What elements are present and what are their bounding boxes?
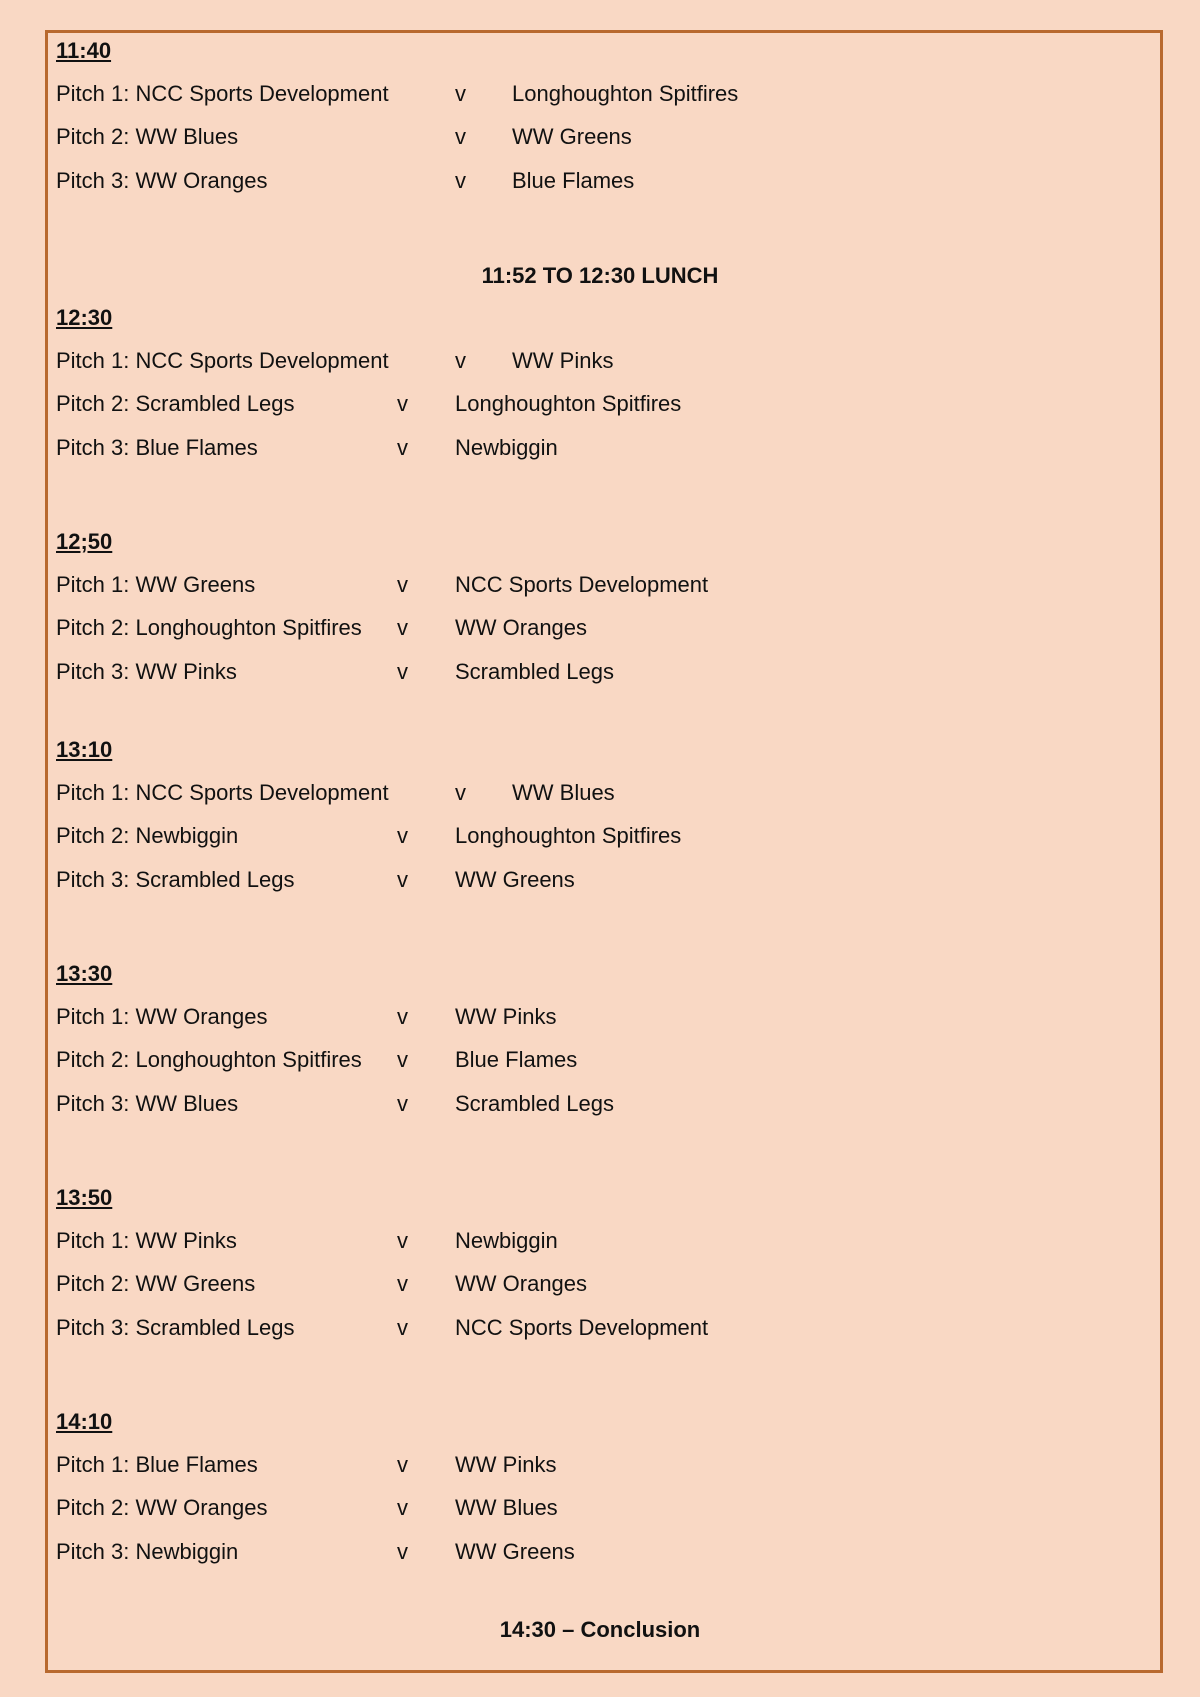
versus-label: v (397, 1090, 408, 1116)
match-pitch-team: Pitch 2: WW Blues (56, 124, 239, 150)
match-pitch-team: Pitch 2: Longhoughton Spitfires (56, 1047, 362, 1073)
match-opponent: NCC Sports Development (455, 572, 709, 598)
versus-label: v (397, 1495, 408, 1521)
versus-label: v (397, 1004, 408, 1030)
match-opponent: WW Pinks (455, 1452, 557, 1478)
versus-label: v (397, 866, 408, 892)
time-heading: 12:30 (56, 305, 113, 330)
versus-label: v (397, 1271, 408, 1297)
versus-label: v (397, 823, 408, 849)
match-opponent: Blue Flames (455, 1047, 578, 1073)
match-opponent: Blue Flames (512, 167, 635, 193)
match-opponent: WW Oranges (455, 1271, 588, 1297)
versus-label: v (397, 1314, 408, 1340)
match-pitch-team: Pitch 1: NCC Sports Development (56, 81, 389, 107)
time-heading: 14:10 (56, 1409, 113, 1434)
versus-label: v (397, 1452, 408, 1478)
match-pitch-team: Pitch 1: NCC Sports Development (56, 348, 389, 374)
match-pitch-team: Pitch 3: Blue Flames (56, 434, 258, 460)
match-opponent: Longhoughton Spitfires (512, 81, 739, 107)
match-pitch-team: Pitch 1: NCC Sports Development (56, 780, 389, 806)
match-opponent: WW Greens (512, 124, 632, 150)
match-pitch-team: Pitch 2: Scrambled Legs (56, 391, 295, 417)
versus-label: v (397, 658, 408, 684)
match-opponent: WW Blues (512, 780, 615, 806)
match-opponent: Longhoughton Spitfires (455, 823, 682, 849)
match-pitch-team: Pitch 3: Scrambled Legs (56, 866, 295, 892)
match-opponent: WW Pinks (512, 348, 614, 374)
match-opponent: Longhoughton Spitfires (455, 391, 682, 417)
versus-label: v (455, 124, 466, 150)
versus-label: v (397, 615, 408, 641)
match-opponent: WW Oranges (455, 615, 588, 641)
match-opponent: WW Greens (455, 1538, 575, 1564)
time-heading: 13:10 (56, 737, 113, 762)
match-pitch-team: Pitch 2: WW Oranges (56, 1495, 268, 1521)
versus-label: v (455, 167, 466, 193)
match-pitch-team: Pitch 1: WW Greens (56, 572, 256, 598)
versus-label: v (455, 780, 466, 806)
match-opponent: WW Greens (455, 866, 575, 892)
versus-label: v (397, 1228, 408, 1254)
match-pitch-team: Pitch 1: Blue Flames (56, 1452, 258, 1478)
time-heading: 11:40 (56, 38, 112, 63)
versus-label: v (455, 81, 466, 107)
time-heading: 13:50 (56, 1185, 113, 1210)
match-opponent: Newbiggin (455, 1228, 558, 1254)
lunch-banner: 11:52 TO 12:30 LUNCH (481, 263, 719, 288)
match-pitch-team: Pitch 3: Newbiggin (56, 1538, 239, 1564)
time-heading: 13:30 (56, 961, 113, 986)
match-pitch-team: Pitch 3: WW Pinks (56, 658, 237, 684)
versus-label: v (455, 348, 466, 374)
match-opponent: WW Blues (455, 1495, 558, 1521)
match-pitch-team: Pitch 2: Newbiggin (56, 823, 239, 849)
match-pitch-team: Pitch 1: WW Pinks (56, 1228, 237, 1254)
match-opponent: Scrambled Legs (455, 658, 614, 684)
versus-label: v (397, 1047, 408, 1073)
match-opponent: WW Pinks (455, 1004, 557, 1030)
versus-label: v (397, 434, 408, 460)
match-opponent: Newbiggin (455, 434, 558, 460)
match-opponent: Scrambled Legs (455, 1090, 614, 1116)
versus-label: v (397, 1538, 408, 1564)
match-opponent: NCC Sports Development (455, 1314, 709, 1340)
versus-label: v (397, 572, 408, 598)
versus-label: v (397, 391, 408, 417)
match-pitch-team: Pitch 3: Scrambled Legs (56, 1314, 295, 1340)
match-pitch-team: Pitch 1: WW Oranges (56, 1004, 268, 1030)
match-pitch-team: Pitch 3: WW Oranges (56, 167, 268, 193)
match-pitch-team: Pitch 2: WW Greens (56, 1271, 256, 1297)
match-pitch-team: Pitch 2: Longhoughton Spitfires (56, 615, 362, 641)
match-pitch-team: Pitch 3: WW Blues (56, 1090, 239, 1116)
conclusion-banner: 14:30 – Conclusion (499, 1617, 701, 1642)
time-heading: 12;50 (56, 529, 113, 554)
